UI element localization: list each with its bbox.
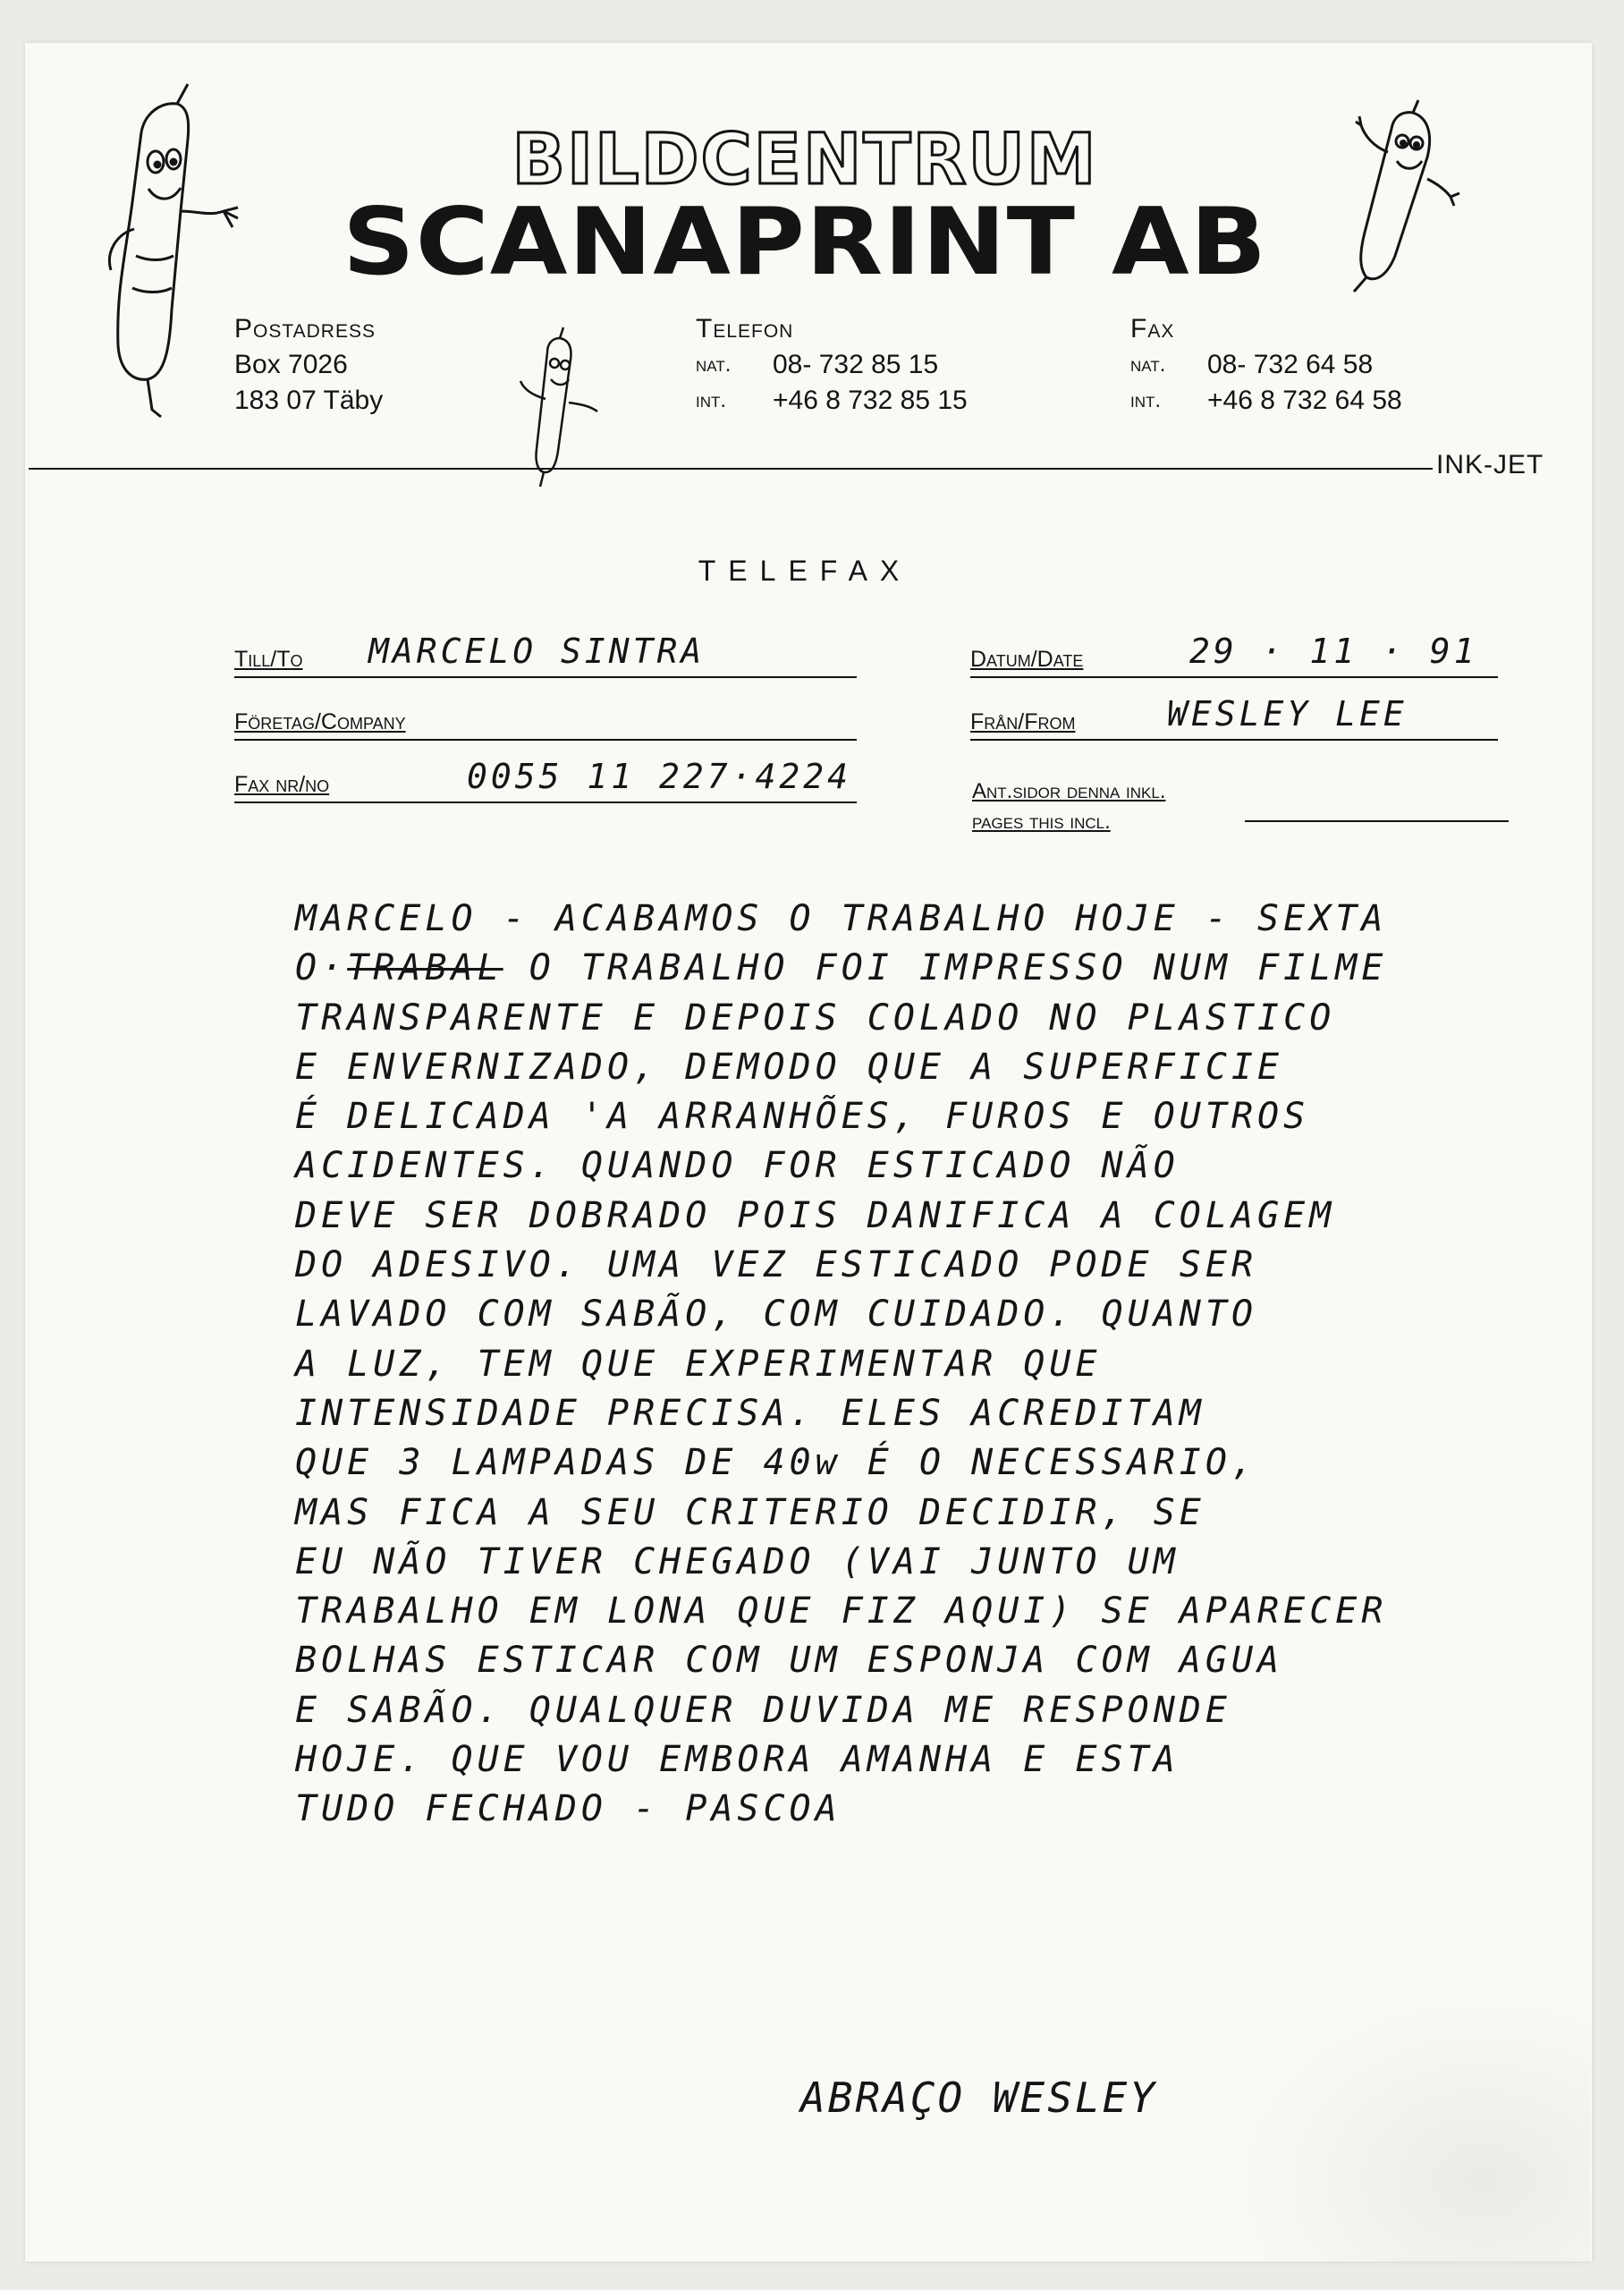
message-line: E SABÃO. QUALQUER DUVIDA ME RESPONDE xyxy=(295,1689,1231,1731)
message-line xyxy=(295,944,1547,993)
fax-nat-label: nat. xyxy=(1130,352,1166,377)
fax-int-label: int. xyxy=(1130,388,1162,412)
fax-number-label: Fax nr/no xyxy=(234,772,330,797)
from-label: Från/From xyxy=(970,709,1076,734)
message-line-prefix: O· xyxy=(295,947,348,989)
message-line: LAVADO COM SABÃO, COM CUIDADO. QUANTO xyxy=(295,1293,1258,1336)
message-line: BOLHAS ESTICAR COM UM ESPONJA COM AGUA xyxy=(295,1640,1284,1682)
postal-heading: Postadress xyxy=(234,314,376,344)
message-line-rest: O TRABALHO FOI IMPRESSO NUM FILME xyxy=(529,947,1388,989)
message-line: EU NÃO TIVER CHEGADO (VAI JUNTO UM xyxy=(295,1540,1180,1582)
date-field xyxy=(970,626,1498,678)
postal-city: 183 07 Täby xyxy=(234,386,384,415)
date-label: Datum/Date xyxy=(970,647,1084,672)
fax-int-number: +46 8 732 64 58 xyxy=(1207,386,1402,415)
date-line xyxy=(970,676,1498,678)
fax-nat-number: 08- 732 64 58 xyxy=(1207,350,1374,379)
company-name: SCANAPRINT AB xyxy=(342,189,1268,296)
from-value: WESLEY LEE xyxy=(1167,694,1408,734)
message-line: QUE 3 LAMPADAS DE 40w É O NECESSARIO, xyxy=(295,1442,1258,1484)
company-label: Företag/Company xyxy=(234,709,406,734)
fax-block xyxy=(1130,311,1402,419)
handwritten-message xyxy=(295,895,1547,1835)
company-field xyxy=(234,689,860,741)
fax-number-field xyxy=(234,751,860,803)
header-divider xyxy=(29,468,1433,470)
signature: ABRAÇO WESLEY xyxy=(800,2074,1158,2122)
message-line: HOJE. QUE VOU EMBORA AMANHA E ESTA xyxy=(295,1739,1180,1781)
struck-word: TRABAL xyxy=(347,947,503,989)
message-line: A LUZ, TEM QUE EXPERIMENTAR QUE xyxy=(295,1343,1102,1385)
to-field xyxy=(234,626,860,678)
pen-mascot-right-icon xyxy=(1320,89,1472,295)
pages-label xyxy=(972,776,1165,837)
from-field xyxy=(970,689,1498,741)
pages-line xyxy=(1245,820,1509,822)
date-value: 29 · 11 · 91 xyxy=(1189,632,1478,671)
message-line: TRABALHO EM LONA QUE FIZ AQUI) SE APARECER xyxy=(295,1590,1388,1633)
message-line: TUDO FECHADO - PASCOA xyxy=(295,1788,842,1830)
message-line: ACIDENTES. QUANDO FOR ESTICADO NÃO xyxy=(295,1145,1180,1187)
company-line xyxy=(234,739,857,741)
inkjet-label: INK-JET xyxy=(1436,450,1544,479)
brand-subtitle: BILDCENTRUM xyxy=(512,120,1098,200)
phone-nat-label: nat. xyxy=(696,352,732,377)
fax-heading: Fax xyxy=(1130,314,1175,344)
phone-block xyxy=(696,311,968,419)
phone-nat-number: 08- 732 85 15 xyxy=(773,350,939,379)
message-line: É DELICADA 'A ARRANHÕES, FUROS E OUTROS xyxy=(295,1096,1310,1138)
postal-address xyxy=(234,311,383,419)
pages-label-line1: Ant.sidor denna inkl. xyxy=(972,779,1166,803)
scan-shadow xyxy=(1232,1993,1590,2261)
phone-int-number: +46 8 732 85 15 xyxy=(773,386,968,415)
fax-number-value: 0055 11 227·4224 xyxy=(467,757,852,796)
to-label: Till/To xyxy=(234,647,303,672)
from-line xyxy=(970,739,1498,741)
to-line xyxy=(234,676,857,678)
message-line: INTENSIDADE PRECISA. ELES ACREDITAM xyxy=(295,1392,1205,1434)
postal-box: Box 7026 xyxy=(234,350,348,379)
phone-heading: Telefon xyxy=(696,314,794,344)
message-line: E ENVERNIZADO, DEMODO QUE A SUPERFICIE xyxy=(295,1046,1284,1088)
message-line: TRANSPARENTE E DEPOIS COLADO NO PLASTICO xyxy=(295,997,1336,1039)
message-line: MAS FICA A SEU CRITERIO DECIDIR, SE xyxy=(295,1491,1205,1533)
message-line: DO ADESIVO. UMA VEZ ESTICADO PODE SER xyxy=(295,1244,1258,1286)
fax-number-line xyxy=(234,802,857,803)
message-line: MARCELO - ACABAMOS O TRABALHO HOJE - SEXTA xyxy=(295,898,1388,939)
phone-int-label: int. xyxy=(696,388,727,412)
document-title: TELEFAX xyxy=(698,555,912,587)
pages-label-line2: pages this incl. xyxy=(972,810,1111,834)
message-line: DEVE SER DOBRADO POIS DANIFICA A COLAGEM xyxy=(295,1194,1336,1236)
to-value: MARCELO SINTRA xyxy=(368,632,706,671)
